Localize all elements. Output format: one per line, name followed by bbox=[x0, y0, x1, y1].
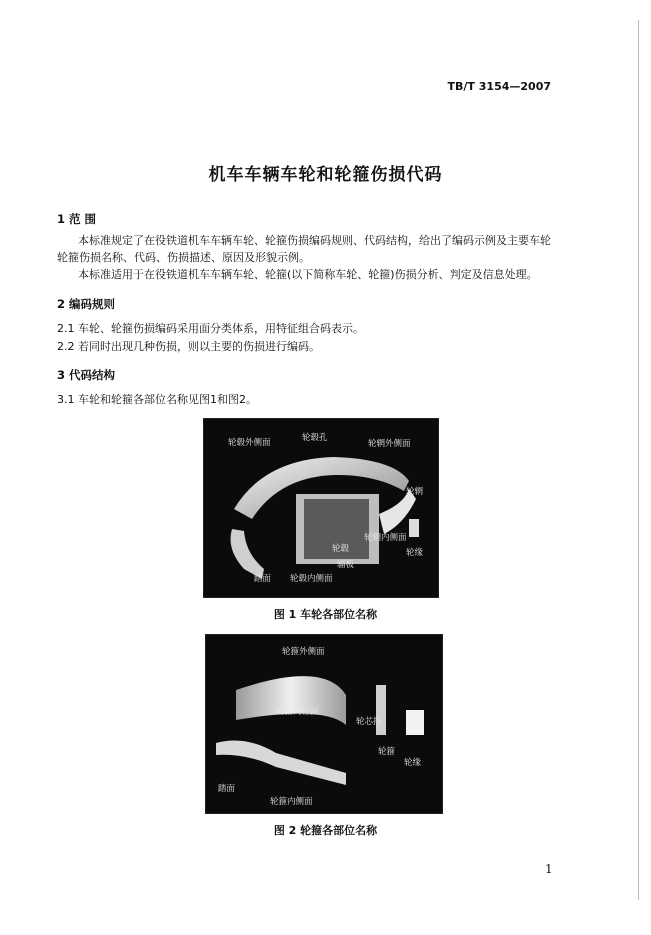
figure-2-caption: 图 2 轮箍各部位名称 bbox=[273, 824, 378, 837]
label-flange: 轮缘 bbox=[404, 758, 422, 768]
section-3-heading: 3 代码结构 bbox=[57, 368, 116, 382]
clause-2-1: 2.1 车轮、轮箍伤损编码采用面分类体系，用特征组合码表示。 bbox=[57, 322, 364, 335]
tire-illustration bbox=[206, 635, 442, 813]
clause-2-2: 2.2 若同时出现几种伤损，则以主要的伤损进行编码。 bbox=[57, 340, 320, 353]
label-hub-outer-face: 轮毂外侧面 bbox=[228, 438, 271, 448]
section-2-heading: 2 编码规则 bbox=[57, 297, 116, 311]
figure-2-tire-photo bbox=[205, 634, 443, 814]
document-number: TB/T 3154—2007 bbox=[447, 80, 551, 93]
label-hub-bore: 轮毂孔 bbox=[302, 433, 328, 443]
figure-1-caption: 图 1 车轮各部位名称 bbox=[273, 608, 378, 621]
section-1-paragraph-2: 本标准适用于在役铁道机车车辆车轮、轮箍(以下简称车轮、轮箍)伤损分析、判定及信息处理。 bbox=[78, 268, 538, 281]
label-tire-bore-face: 轮箍内径面 bbox=[276, 707, 319, 717]
label-tire-outer-face: 轮箍外侧面 bbox=[282, 647, 325, 657]
label-hub: 轮毂 bbox=[332, 544, 350, 554]
label-tire: 轮箍 bbox=[378, 747, 396, 757]
label-rim: 轮辋 bbox=[406, 487, 424, 497]
label-rim-outer-face: 轮辋外侧面 bbox=[368, 439, 411, 449]
section-1-heading: 1 范 围 bbox=[57, 212, 97, 226]
section-1-paragraph-1a: 本标准规定了在役铁道机车车辆车轮、轮箍伤损编码规则、代码结构，给出了编码示例及主要车轮 bbox=[78, 234, 551, 247]
section-1-paragraph-1b: 轮箍伤损名称、代码、伤损描述、原因及形貌示例。 bbox=[57, 251, 310, 264]
label-tread: 踏面 bbox=[254, 574, 272, 584]
scan-edge-line bbox=[638, 20, 639, 900]
label-tire-inner-face: 轮箍内侧面 bbox=[270, 797, 313, 807]
label-flange: 轮缘 bbox=[406, 548, 424, 558]
page-title: 机车车辆车轮和轮箍伤损代码 bbox=[208, 165, 443, 185]
label-hub-inner-face: 轮毂内侧面 bbox=[290, 574, 333, 584]
label-rim-inner-face: 轮辋内侧面 bbox=[364, 533, 407, 543]
label-wheel-center-shoulder: 轮芯挡 bbox=[356, 717, 382, 727]
label-tread: 踏面 bbox=[218, 784, 236, 794]
figure-1-wheel-photo bbox=[203, 418, 439, 598]
page-number: 1 bbox=[545, 862, 553, 876]
label-web-plate: 辐板 bbox=[337, 560, 355, 570]
clause-3-1: 3.1 车轮和轮箍各部位名称见图1和图2。 bbox=[57, 393, 257, 406]
